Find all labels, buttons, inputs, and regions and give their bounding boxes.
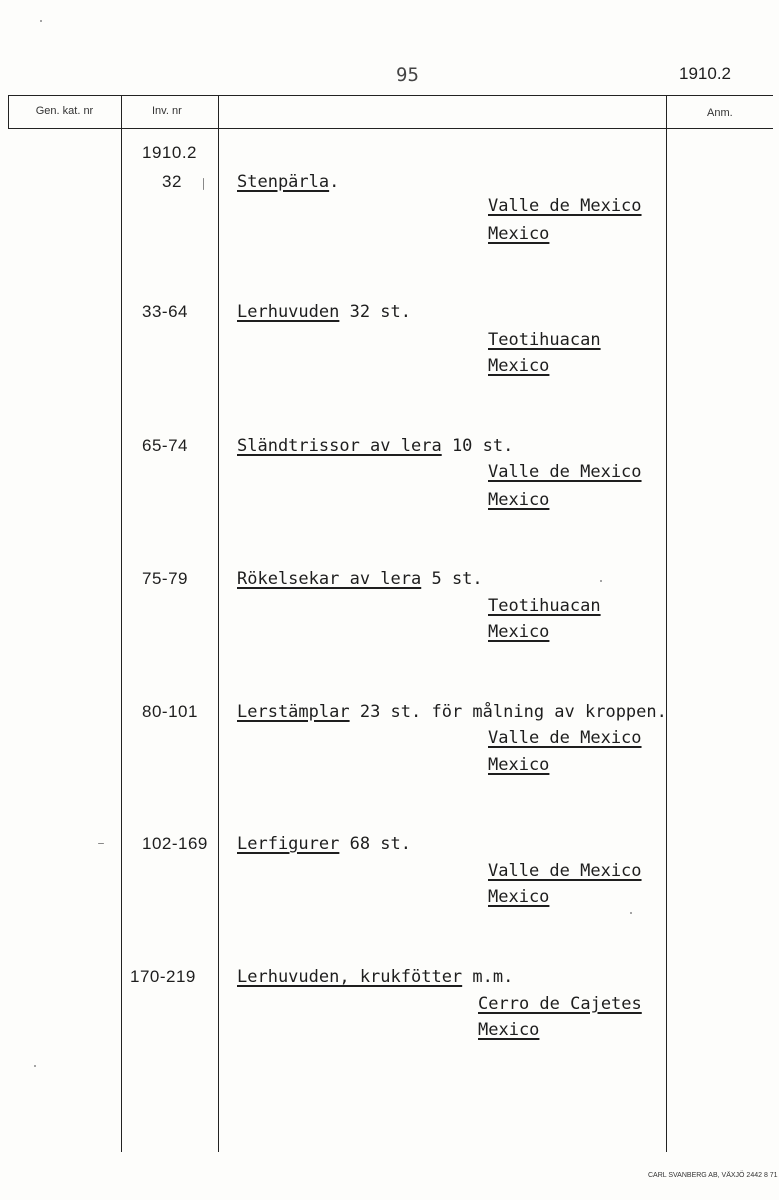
entry-object — [237, 436, 513, 456]
entry-place: Teotihuacan — [488, 596, 601, 616]
entry-object — [237, 569, 483, 589]
inv-column-divider — [218, 95, 219, 1152]
column-header-inv: Inv. nr — [152, 105, 182, 117]
entry-country: Mexico — [488, 490, 550, 510]
page-number: 95 — [396, 64, 419, 86]
scan-speck — [98, 843, 104, 844]
column-header-anm: Anm. — [707, 107, 733, 119]
inv-number: 170-219 — [130, 967, 196, 986]
object-name: Lerstämplar — [237, 702, 350, 722]
anm-column-divider — [666, 95, 667, 1152]
entry-country: Mexico — [488, 622, 550, 642]
entry-place: Valle de Mexico — [488, 196, 642, 216]
entry-place: Teotihuacan — [488, 330, 601, 350]
object-suffix: 5 st. — [421, 569, 483, 589]
object-suffix: . — [329, 172, 340, 192]
inv-number: 32 — [162, 172, 182, 191]
scan-speck — [203, 178, 204, 190]
entry-object — [237, 967, 513, 987]
scan-speck — [630, 912, 632, 914]
entry-place: Valle de Mexico — [488, 462, 642, 482]
inv-number: 65-74 — [142, 436, 188, 455]
printer-imprint: CARL SVANBERG AB, VÄXJÖ 2442 8 71 — [648, 1172, 778, 1179]
object-name: Rökelsekar av lera — [237, 569, 422, 589]
header-bottom-rule — [8, 128, 773, 129]
header-top-rule — [8, 95, 773, 96]
entry-country: Mexico — [488, 356, 550, 376]
object-suffix: 32 st. — [339, 302, 412, 322]
entry-place: Valle de Mexico — [488, 728, 642, 748]
object-name: Lerhuvuden, krukfötter — [237, 967, 463, 987]
inv-number: 33-64 — [142, 302, 188, 321]
object-suffix: 10 st. — [441, 436, 514, 456]
entry-country: Mexico — [488, 755, 550, 775]
acquisition-number: 1910.2 — [679, 64, 731, 83]
column-header-gen-kat: Gen. kat. nr — [35, 105, 94, 117]
gen-kat-column-divider — [121, 95, 122, 1152]
object-suffix: m.m. — [462, 967, 514, 987]
scan-speck — [34, 1065, 36, 1067]
inv-year: 1910.2 — [142, 143, 197, 162]
object-name: Lerhuvuden — [237, 302, 340, 322]
entry-object — [237, 172, 339, 192]
entry-object — [237, 302, 411, 322]
entry-place: Cerro de Cajetes — [478, 994, 642, 1014]
object-name: Stenpärla — [237, 172, 330, 192]
scan-speck — [600, 580, 602, 582]
scan-speck — [40, 20, 42, 22]
inv-number: 80-101 — [142, 702, 198, 721]
object-suffix: 23 st. för målning av kroppen. — [349, 702, 667, 722]
entry-country: Mexico — [478, 1020, 540, 1040]
entry-object — [237, 834, 411, 854]
entry-country: Mexico — [488, 224, 550, 244]
entry-object — [237, 702, 667, 722]
entry-country: Mexico — [488, 887, 550, 907]
inv-number: 75-79 — [142, 569, 188, 588]
object-name: Sländtrissor av lera — [237, 436, 442, 456]
inv-number: 102-169 — [142, 834, 208, 853]
object-suffix: 68 st. — [339, 834, 412, 854]
object-name: Lerfigurer — [237, 834, 340, 854]
entry-place: Valle de Mexico — [488, 861, 642, 881]
